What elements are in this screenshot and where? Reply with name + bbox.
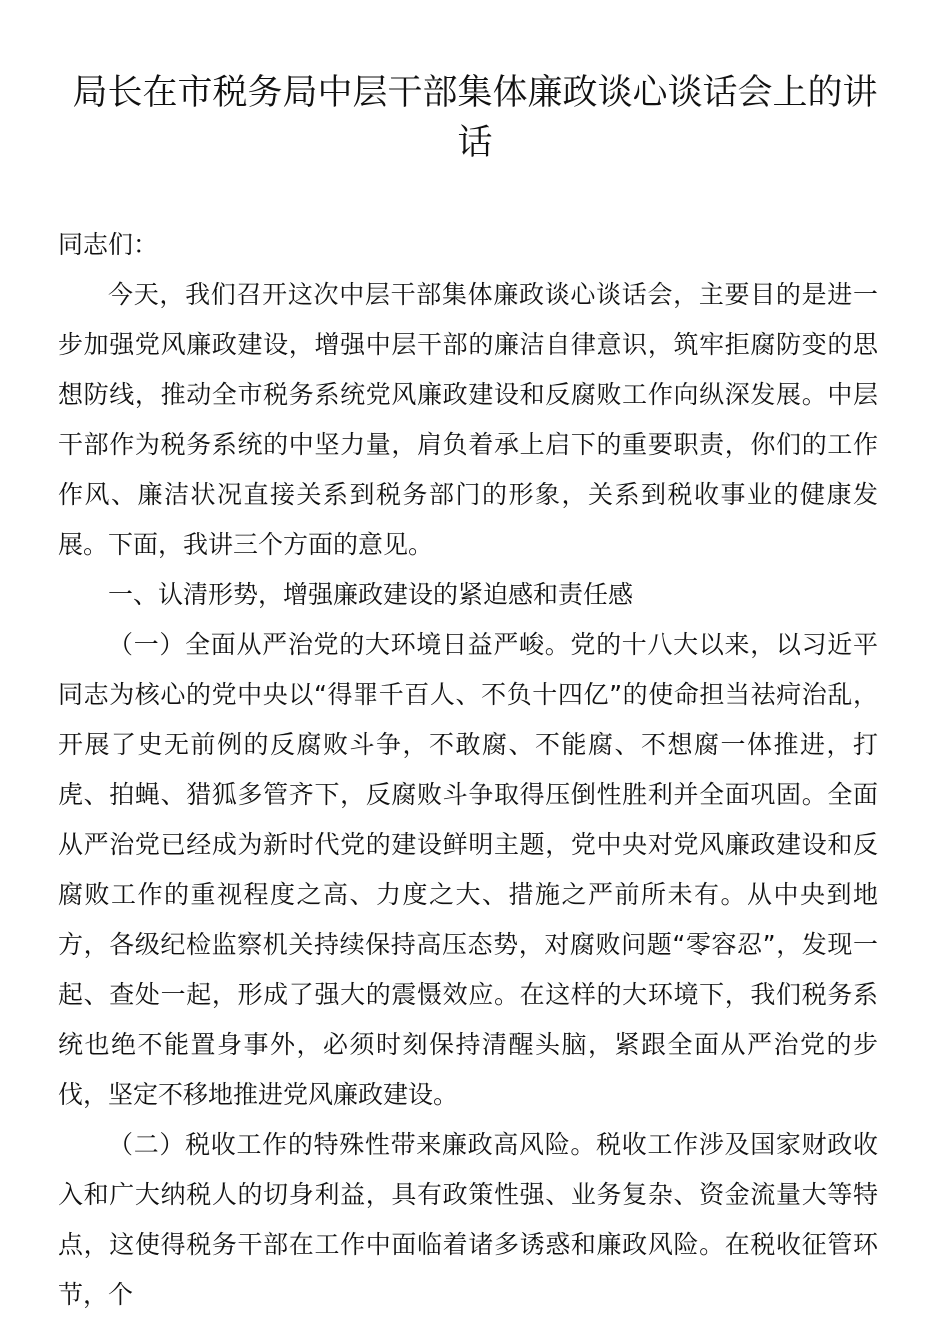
paragraph-section-1-1: （一）全面从严治党的大环境日益严峻。党的十八大以来，以习近平同志为核心的党中央以“得罪千百人、不负十四亿”的使命担当祛疴治乱，开展了史无前例的反腐败斗争，不敢腐、不能腐、不想腐一体推进，打虎、拍蝇、猎狐多管齐下，反腐败斗争取得压倒性胜利并全面巩固。全面从严治党已经成为新时代党的建设鲜明主题，党中央对党风廉政建设和反腐败工作的重视程度之高、力度之大、措施之严前所未有。从中央到地方，各级纪检监察机关持续保持高压态势，对腐败问题“零容忍”，发现一起、查处一起，形成了强大的震慑效应。在这样的大环境下，我们税务系统也绝不能置身事外，必须时刻保持清醒头脑，紧跟全面从严治党的步伐，坚定不移地推进党风廉政建设。 — [58, 630, 878, 1109]
section-heading-1: 一、认清形势，增强廉政建设的紧迫感和责任感 — [108, 580, 634, 609]
document-body — [58, 220, 878, 1320]
document-title: 局长在市税务局中层干部集体廉政谈心谈话会上的讲话 — [72, 73, 878, 163]
paragraph-intro: 今天，我们召开这次中层干部集体廉政谈心谈话会，主要目的是进一步加强党风廉政建设，增强中层干部的廉洁自律意识，筑牢拒腐防变的思想防线，推动全市税务系统党风廉政建设和反腐败工作向纵深发展。中层干部作为税务系统的中坚力量，肩负着承上启下的重要职责，你们的工作作风、廉洁状况直接关系到税务部门的形象，关系到税收事业的健康发展。下面，我讲三个方面的意见。 — [58, 280, 878, 559]
salutation: 同志们： — [58, 230, 159, 259]
paragraph-section-1-2: （二）税收工作的特殊性带来廉政高风险。税收工作涉及国家财政收入和广大纳税人的切身利益，具有政策性强、业务复杂、资金流量大等特点，这使得税务干部在工作中面临着诸多诱惑和廉政风险。在税收征管环节，个 — [58, 1130, 878, 1309]
